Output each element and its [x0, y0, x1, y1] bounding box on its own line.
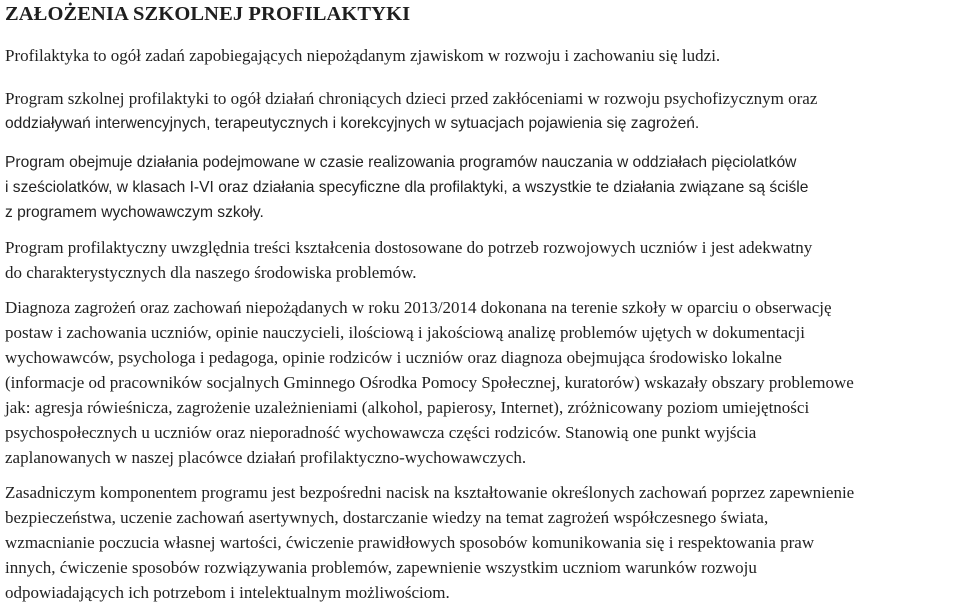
paragraph-line: odpowiadających ich potrzebom i intelektualnym możliwościom. [5, 583, 450, 602]
paragraph-line: (informacje od pracowników socjalnych Gminnego Ośrodka Pomocy Społecznej, kuratorów) wskazały obszary problemowe [5, 373, 854, 392]
paragraph-line: wychowawców, psychologa i pedagoga, opinie rodziców i uczniów oraz diagnoza obejmująca środowisko lokalne [5, 348, 782, 367]
paragraph-line: jak: agresja rówieśnicza, zagrożenie uzależnieniami (alkohol, papierosy, Internet), zróżnicowany poziom umiejętności [5, 398, 810, 417]
document-page [5, 0, 957, 605]
paragraph-line: psychospołecznych u uczniów oraz nieporadność wychowawcza części rodziców. Stanowią one punkt wyjścia [5, 423, 757, 442]
paragraph-definition-profilaktyka [5, 43, 957, 68]
paragraph-diagnosis [5, 295, 957, 470]
paragraph-main-component [5, 480, 957, 605]
paragraph-line: oddziaływań interwencyjnych, terapeutycznych i korekcyjnych w sytuacjach pojawienia się zagrożeń. [5, 115, 700, 132]
paragraph-line: Program szkolnej profilaktyki to ogół działań chroniących dzieci przed zakłóceniami w rozwoju psychofizycznym oraz [5, 89, 818, 108]
paragraph-line: Diagnoza zagrożeń oraz zachowań niepożądanych w roku 2013/2014 dokonana na terenie szkoły w oparciu o obserwację [5, 298, 832, 317]
paragraph-line: Program profilaktyczny uwzględnia treści kształcenia dostosowane do potrzeb rozwojowych uczniów i jest adekwatny [5, 238, 813, 257]
paragraph-line: zaplanowanych w naszej placówce działań profilaktyczno-wychowawczych. [5, 448, 527, 467]
paragraph-line: wzmacnianie poczucia własnej wartości, ćwiczenie prawidłowych sposobów komunikowania się i respektowania praw [5, 533, 815, 552]
paragraph-line: Zasadniczym komponentem programu jest bezpośredni nacisk na kształtowanie określonych zachowań poprzez zapewnienie [5, 483, 855, 502]
paragraph-line: bezpieczeństwa, uczenie zachowań asertywnych, dostarczanie wiedzy na temat zagrożeń współczesnego świata, [5, 508, 769, 527]
paragraph-line: do charakterystycznych dla naszego środowiska problemów. [5, 263, 417, 282]
paragraph-line: innych, ćwiczenie sposobów rozwiązywania problemów, zapewnienie wszystkim uczniom warunków rozwoju [5, 558, 757, 577]
paragraph-line: i sześciolatków, w klasach I-VI oraz działania specyficzne dla profilaktyki, a wszystkie te działania związane są ściśle [5, 179, 809, 196]
paragraph-line: z programem wychowawczym szkoły. [5, 204, 264, 221]
paragraph-line: Program obejmuje działania podejmowane w czasie realizowania programów nauczania w oddziałach pięciolatków [5, 154, 797, 171]
paragraph-definition-program [5, 86, 957, 136]
document-title: ZAŁOŻENIA SZKOLNEJ PROFILAKTYKI [5, 3, 411, 25]
paragraph-program-content [5, 235, 957, 285]
paragraph-program-scope [5, 150, 957, 225]
paragraph-line: postaw i zachowania uczniów, opinie nauczycieli, ilościową i jakościową analizę problemów ujętych w dokumentacji [5, 323, 805, 342]
paragraph-line: Profilaktyka to ogół zadań zapobiegających niepożądanym zjawiskom w rozwoju i zachowaniu się ludzi. [5, 46, 721, 65]
